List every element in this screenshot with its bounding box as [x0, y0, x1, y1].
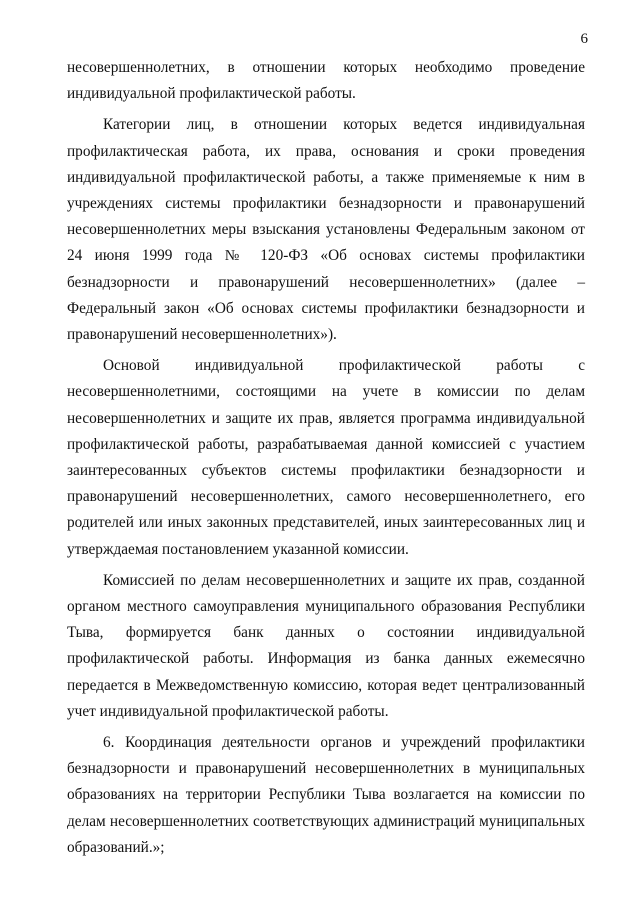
paragraph-categories: Категории лиц, в отношении которых ведется индивидуальная профилактическая работа, их права, основания и сроки проведения индивидуальной профилактической работы, а также применяемые к ним в учреждениях системы профилактики безнадзорности и правонарушений несовершеннолетних меры взыскания установлены Федеральным законом от 24 июня 1999 года № 120-ФЗ «Об основах системы профилактики безнадзорности и правонарушений несовершеннолетних» (далее – Федеральный закон «Об основах системы профилактики безнадзорности и правонарушений несовершеннолетних»).	[67, 116, 585, 344]
page-number: 6	[580, 31, 588, 47]
paragraph-program-basis: Основой индивидуальной профилактической работы с несовершеннолетними, состоящими на учете в комиссии по делам несовершеннолетних и защите их прав, является программа индивидуальной профилактической работы, разрабатываемая данной комиссией с участием заинтересованных субъектов системы профилактики безнадзорности и правонарушений несовершеннолетних, самого несовершеннолетнего, его родителей или иных законных представителей, иных заинтересованных лиц и утверждаемая постановлением указанной комиссии.	[67, 357, 585, 558]
paragraph-continuation: несовершеннолетних, в отношении которых необходимо проведение индивидуальной профилактической работы.	[67, 59, 585, 103]
paragraph-data-bank: Комиссией по делам несовершеннолетних и защите их прав, созданной органом местного самоуправления муниципального образования Республики Тыва, формируется банк данных о состоянии индивидуальной профилактической работы. Информация из банка данных ежемесячно передается в Межведомственную комиссию, которая ведет централизованный учет индивидуальной профилактической работы.	[67, 571, 585, 720]
document-body	[67, 55, 585, 861]
paragraph-coordination: 6. Координация деятельности органов и учреждений профилактики безнадзорности и правонарушений несовершеннолетних в муниципальных образованиях на территории Республики Тыва возлагается на комиссии по делам несовершеннолетних соответствующих администраций муниципальных образований.»;	[67, 734, 585, 856]
